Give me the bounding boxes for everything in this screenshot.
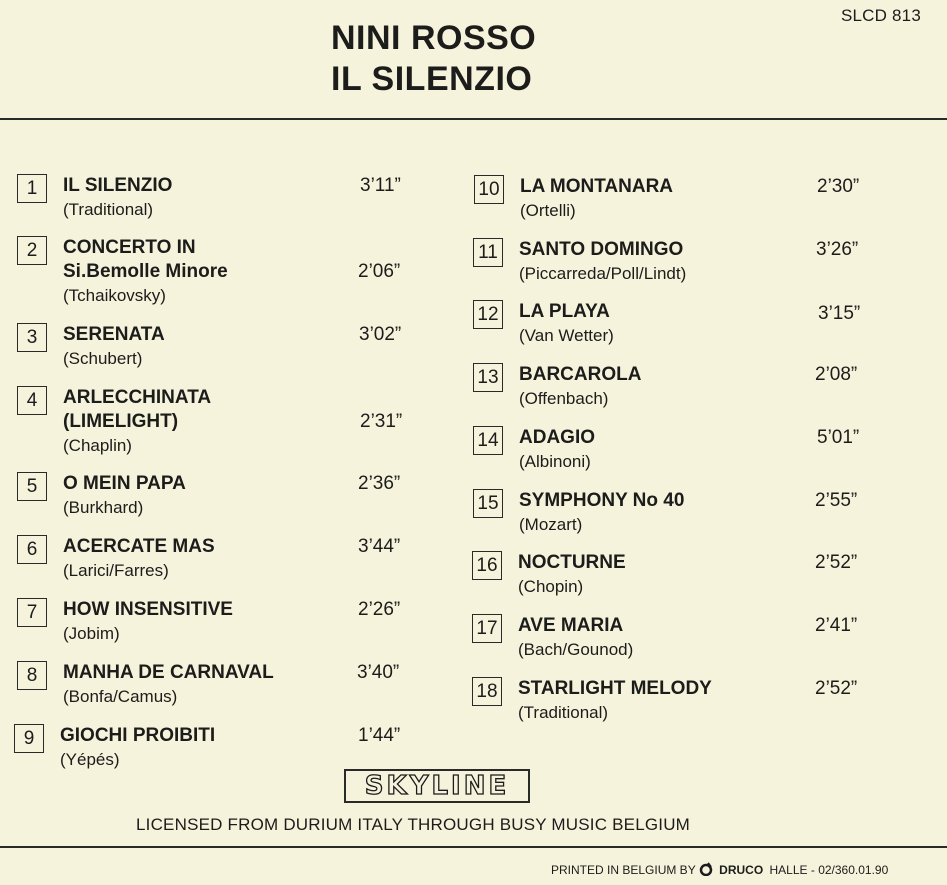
track-composer: (Bonfa/Camus): [63, 687, 178, 706]
track-title: STARLIGHT MELODY: [518, 678, 712, 699]
printed-prefix: PRINTED IN BELGIUM BY: [551, 863, 696, 877]
track-duration: 2’08”: [815, 364, 858, 385]
track-number-box: 17: [472, 614, 502, 643]
track-composer: (Chopin): [518, 577, 584, 596]
header-rule: [0, 118, 947, 120]
track-title: ACERCATE MAS: [63, 536, 215, 557]
track-duration: 1’44”: [358, 725, 401, 746]
track-number-box: 11: [473, 238, 503, 267]
printed-suffix: HALLE - 02/360.01.90: [769, 863, 889, 877]
track-duration: 2’31”: [360, 411, 403, 432]
track-title: LA PLAYA: [519, 301, 610, 322]
track-title: SANTO DOMINGO: [519, 239, 684, 260]
track-title-line2: (LIMELIGHT): [63, 411, 179, 432]
track-duration: 3’02”: [359, 324, 402, 345]
track-title: BARCAROLA: [519, 364, 642, 385]
druco-logo-icon: [699, 862, 713, 876]
track-composer: (Yépés): [60, 750, 120, 769]
track-composer: (Offenbach): [519, 389, 609, 408]
track-title-line2: Si.Bemolle Minore: [63, 261, 228, 282]
track-composer: (Bach/Gounod): [518, 640, 634, 659]
track-title: GIOCHI PROIBITI: [60, 725, 216, 746]
artist-title: NINI ROSSO: [331, 19, 537, 57]
track-title: AVE MARIA: [518, 615, 624, 636]
track-number-box: 12: [473, 300, 503, 329]
footer-rule: [0, 846, 947, 848]
track-duration: 2’36”: [358, 473, 401, 494]
track-composer: (Ortelli): [520, 201, 576, 220]
track-number-box: 14: [473, 426, 503, 455]
track-title: SYMPHONY No 40: [519, 490, 685, 511]
track-duration: 2’26”: [358, 599, 401, 620]
track-duration: 2’52”: [815, 678, 858, 699]
track-duration: 3’15”: [818, 303, 861, 324]
track-composer: (Albinoni): [519, 452, 591, 471]
track-duration: 3’40”: [357, 662, 400, 683]
track-composer: (Traditional): [63, 200, 154, 219]
track-title: SERENATA: [63, 324, 165, 345]
track-number-box: 15: [473, 489, 503, 518]
track-duration: 2’52”: [815, 552, 858, 573]
track-composer: (Traditional): [518, 703, 609, 722]
track-duration: 2’06”: [358, 261, 401, 282]
track-title: ADAGIO: [519, 427, 595, 448]
track-composer: (Mozart): [519, 515, 583, 534]
track-duration: 5’01”: [817, 427, 860, 448]
track-number-box: 1: [17, 174, 47, 203]
track-number-box: 16: [472, 551, 502, 580]
track-title: ARLECCHINATA: [63, 387, 212, 408]
album-title: IL SILENZIO: [331, 60, 533, 98]
track-composer: (Jobim): [63, 624, 120, 643]
track-number-box: 6: [17, 535, 47, 564]
track-composer: (Van Wetter): [519, 326, 614, 345]
track-title: NOCTURNE: [518, 552, 626, 573]
track-title: O MEIN PAPA: [63, 473, 186, 494]
license-text: LICENSED FROM DURIUM ITALY THROUGH BUSY MUSIC BELGIUM: [136, 815, 691, 834]
track-number-box: 2: [17, 236, 47, 265]
track-title: LA MONTANARA: [520, 176, 674, 197]
track-duration: 2’30”: [817, 176, 860, 197]
track-number-box: 8: [17, 661, 47, 690]
track-number-box: 18: [472, 677, 502, 706]
track-title: CONCERTO IN: [63, 237, 196, 258]
track-composer: (Schubert): [63, 349, 143, 368]
track-duration: 2’55”: [815, 490, 858, 511]
track-title: MANHA DE CARNAVAL: [63, 662, 274, 683]
track-title: IL SILENZIO: [63, 175, 173, 196]
track-composer: (Tchaikovsky): [63, 286, 166, 305]
track-number-box: 5: [17, 472, 47, 501]
skyline-label-logo: SKYLINE: [344, 769, 530, 803]
track-duration: 3’11”: [360, 175, 401, 196]
track-duration: 2’41”: [815, 615, 858, 636]
track-number-box: 9: [14, 724, 44, 753]
track-title: HOW INSENSITIVE: [63, 599, 233, 620]
track-composer: (Larici/Farres): [63, 561, 169, 580]
track-number-box: 4: [17, 386, 47, 415]
printer-credit: [551, 862, 888, 877]
track-duration: 3’26”: [816, 239, 859, 260]
track-number-box: 10: [474, 175, 504, 204]
track-composer: (Piccarreda/Poll/Lindt): [519, 264, 687, 283]
track-number-box: 13: [473, 363, 503, 392]
track-composer: (Chaplin): [63, 436, 132, 455]
track-duration: 3’44”: [358, 536, 401, 557]
track-number-box: 3: [17, 323, 47, 352]
printer-name: DRUCO: [719, 863, 764, 877]
track-number-box: 7: [17, 598, 47, 627]
track-composer: (Burkhard): [63, 498, 144, 517]
catalog-number: SLCD 813: [840, 6, 921, 25]
